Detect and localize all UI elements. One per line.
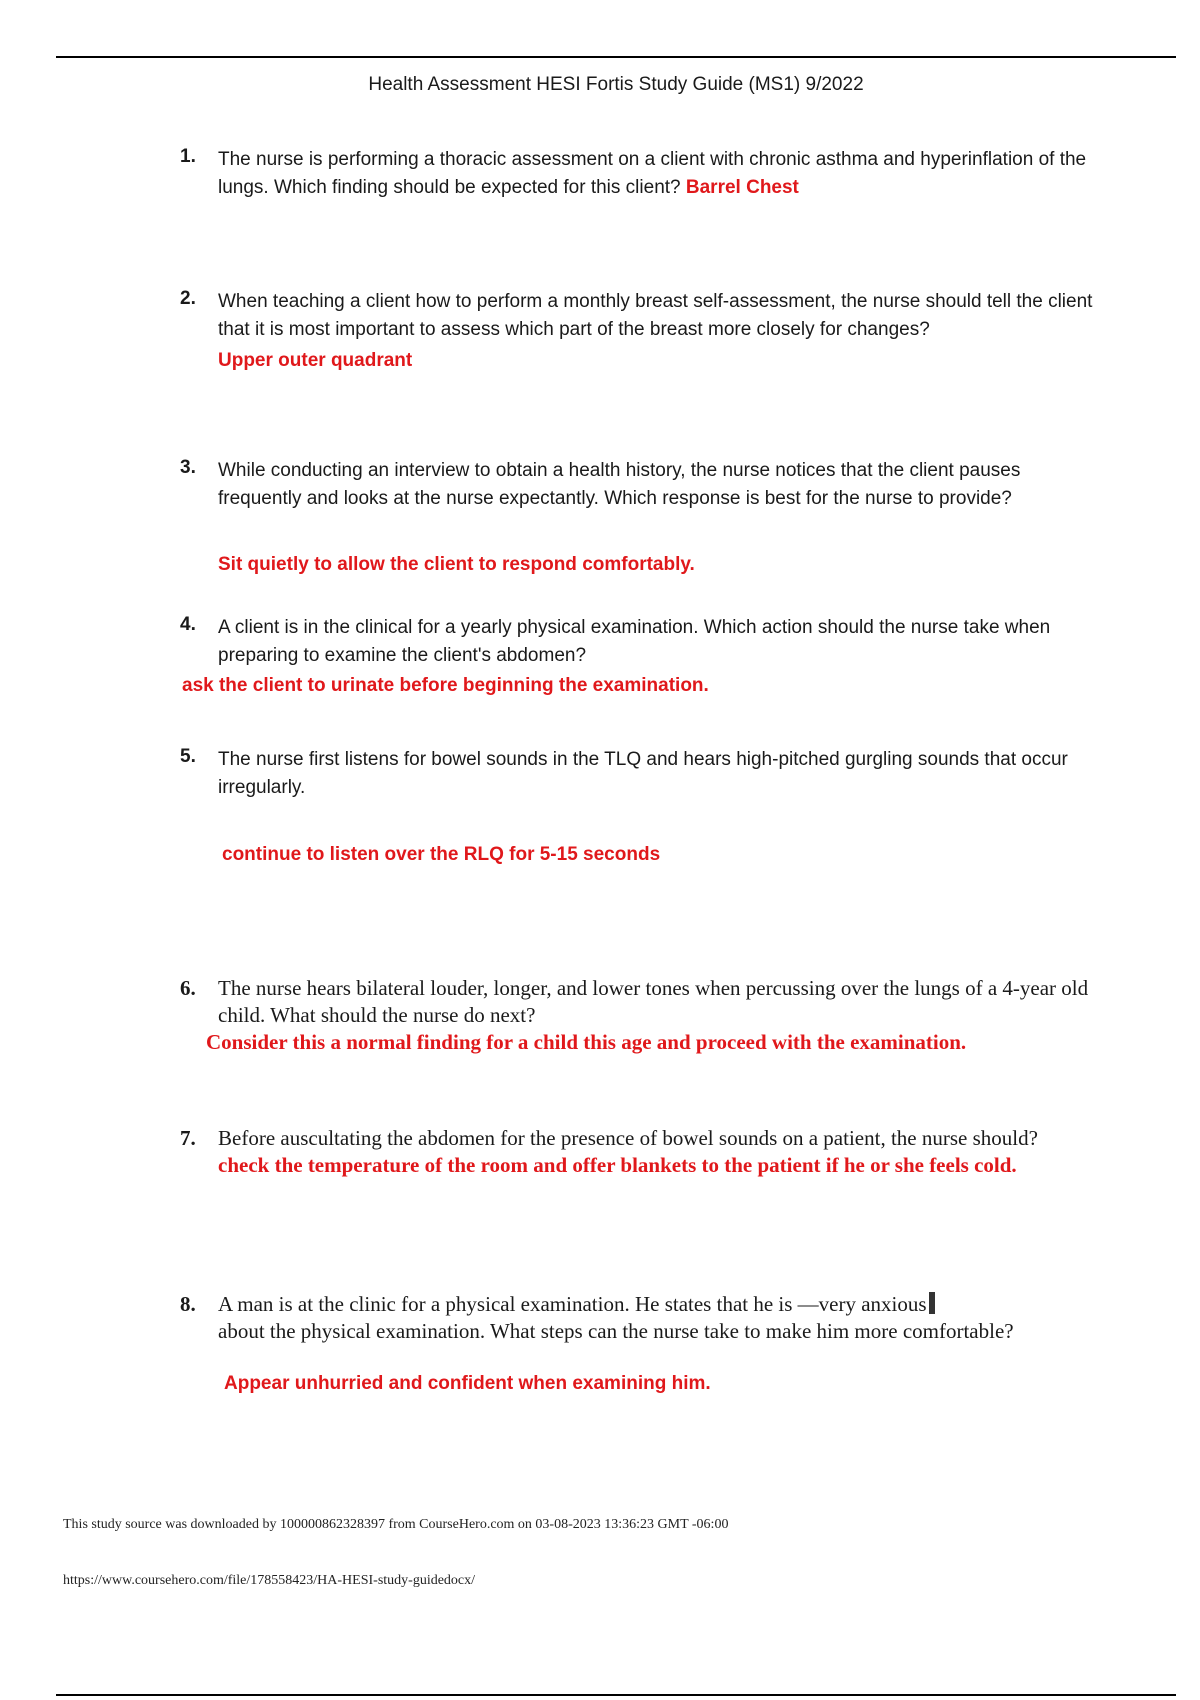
question-text: When teaching a client how to perform a monthly breast self-assessment, the nurse should tell the client that it is most important to assess which part of the breast more closely for changes? xyxy=(218,291,1093,340)
question-number: 8. xyxy=(180,1292,196,1316)
question-4 xyxy=(180,614,1100,670)
question-text: Before auscultating the abdomen for the presence of bowel sounds on a patient, the nurse should? xyxy=(218,1126,1038,1150)
answer-text: check the temperature of the room and offer blankets to the patient if he or she feels cold. xyxy=(218,1153,1017,1177)
question-number: 1. xyxy=(180,146,196,167)
question-text: A client is in the clinical for a yearly physical examination. Which action should the nurse take when preparing to examine the client's abdomen? xyxy=(218,617,1051,666)
question-3 xyxy=(180,457,1100,513)
question-number: 2. xyxy=(180,288,196,309)
question-5 xyxy=(180,746,1100,802)
answer-text: continue to listen over the RLQ for 5-15 seconds xyxy=(222,844,661,865)
answer-text: Barrel Chest xyxy=(685,177,799,198)
document-title: Health Assessment HESI Fortis Study Guide (MS1) 9/2022 xyxy=(368,74,864,95)
answer-text: Upper outer quadrant xyxy=(218,350,413,371)
question-6 xyxy=(180,975,1100,1029)
question-7 xyxy=(180,1125,1100,1179)
question-number: 6. xyxy=(180,976,196,1000)
source-url[interactable]: https://www.coursehero.com/file/178558423/HA-HESI-study-guidedocx/ xyxy=(63,1573,476,1588)
question-number: 4. xyxy=(180,614,196,635)
answer-text: Consider this a normal finding for a child this age and proceed with the examination. xyxy=(206,1030,967,1054)
question-1 xyxy=(180,146,1100,202)
download-source-line: This study source was downloaded by 100000862328397 from CourseHero.com on 03-08-2023 13:36:23 GMT -06:00 xyxy=(63,1517,729,1532)
question-number: 5. xyxy=(180,746,196,767)
question-text: The nurse hears bilateral louder, longer, and lower tones when percussing over the lungs of a 4-year old child. What should the nurse do next? xyxy=(218,976,1089,1027)
question-text: While conducting an interview to obtain a health history, the nurse notices that the client pauses frequently and looks at the nurse expectantly. Which response is best for the nurse to provide? xyxy=(218,460,1021,509)
text-cursor-mark xyxy=(929,1292,935,1314)
question-text-continued: about the physical examination. What steps can the nurse take to make him more comfortable? xyxy=(218,1319,1014,1343)
question-8 xyxy=(180,1291,1100,1345)
answer-text: ask the client to urinate before beginning the examination. xyxy=(182,675,709,696)
question-number: 3. xyxy=(180,457,196,478)
question-text: A man is at the clinic for a physical examination. He states that he is —very anxious xyxy=(218,1292,927,1316)
answer-text: Sit quietly to allow the client to respond comfortably. xyxy=(218,554,695,575)
question-number: 7. xyxy=(180,1126,196,1150)
question-text: The nurse is performing a thoracic assessment on a client with chronic asthma and hyperinflation of the lungs. Which finding should be expected for this client? xyxy=(218,149,1087,198)
question-text: The nurse first listens for bowel sounds in the TLQ and hears high-pitched gurgling sounds that occur irregularly. xyxy=(218,749,1068,798)
bottom-rule xyxy=(56,1694,1176,1696)
question-2 xyxy=(180,288,1100,344)
answer-text: Appear unhurried and confident when examining him. xyxy=(224,1373,711,1394)
top-rule xyxy=(56,56,1176,58)
